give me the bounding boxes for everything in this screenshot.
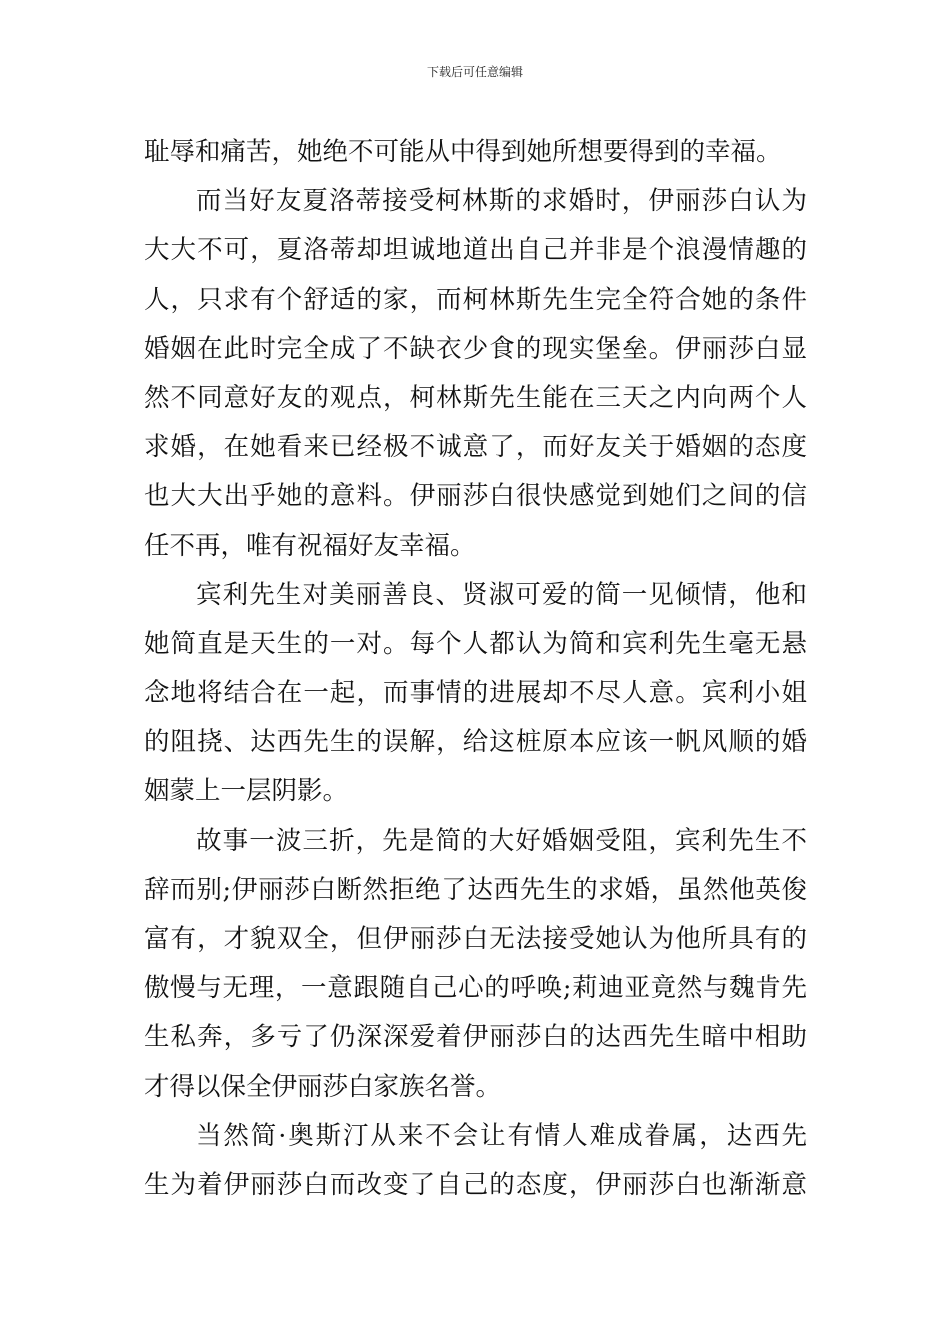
text-line: 大大不可，夏洛蒂却坦诚地道出自己并非是个浪漫情趣的 bbox=[144, 235, 807, 266]
text-line: 而当好友夏洛蒂接受柯林斯的求婚时，伊丽莎白认为 bbox=[196, 186, 807, 217]
text-line: 耻辱和痛苦，她绝不可能从中得到她所想要得到的幸福。 bbox=[144, 137, 782, 167]
text-line: 的阻挠、达西先生的误解，给这桩原本应该一帆风顺的婚 bbox=[144, 727, 807, 758]
text-line: 生私奔，多亏了仍深深爱着伊丽莎白的达西先生暗中相助 bbox=[144, 1022, 807, 1053]
text-line: 当然简·奥斯汀从来不会让有情人难成眷属，达西先 bbox=[196, 1120, 807, 1151]
page-header: 下载后可任意编辑 bbox=[426, 65, 523, 79]
text-line: 然不同意好友的观点，柯林斯先生能在三天之内向两个人 bbox=[144, 382, 807, 413]
text-line: 任不再，唯有祝福好友幸福。 bbox=[144, 530, 476, 561]
text-line: 念地将结合在一起，而事情的进展却不尽人意。宾利小姐 bbox=[144, 678, 807, 709]
text-line: 才得以保全伊丽莎白家族名誉。 bbox=[144, 1071, 502, 1102]
text-line: 她简直是天生的一对。每个人都认为简和宾利先生毫无悬 bbox=[144, 628, 807, 659]
text-line: 辞而别;伊丽莎白断然拒绝了达西先生的求婚，虽然他英俊 bbox=[144, 874, 807, 905]
text-line: 故事一波三折，先是简的大好婚姻受阻，宾利先生不 bbox=[196, 825, 807, 856]
text-line: 傲慢与无理，一意跟随自己心的呼唤;莉迪亚竟然与魏肯先 bbox=[144, 973, 807, 1004]
text-line: 求婚，在她看来已经极不诚意了，而好友关于婚姻的态度 bbox=[144, 432, 807, 463]
text-line: 也大大出乎她的意料。伊丽莎白很快感觉到她们之间的信 bbox=[144, 481, 807, 512]
text-line: 生为着伊丽莎白而改变了自己的态度，伊丽莎白也渐渐意 bbox=[144, 1169, 807, 1200]
text-line: 姻蒙上一层阴影。 bbox=[144, 776, 349, 807]
text-line: 人，只求有个舒适的家，而柯林斯先生完全符合她的条件 bbox=[144, 284, 807, 315]
body-text bbox=[144, 128, 807, 1210]
text-line: 婚姻在此时完全成了不缺衣少食的现实堡垒。伊丽莎白显 bbox=[144, 333, 807, 364]
text-line: 宾利先生对美丽善良、贤淑可爱的简一见倾情，他和 bbox=[196, 579, 807, 610]
text-line: 富有，才貌双全，但伊丽莎白无法接受她认为他所具有的 bbox=[144, 924, 807, 954]
